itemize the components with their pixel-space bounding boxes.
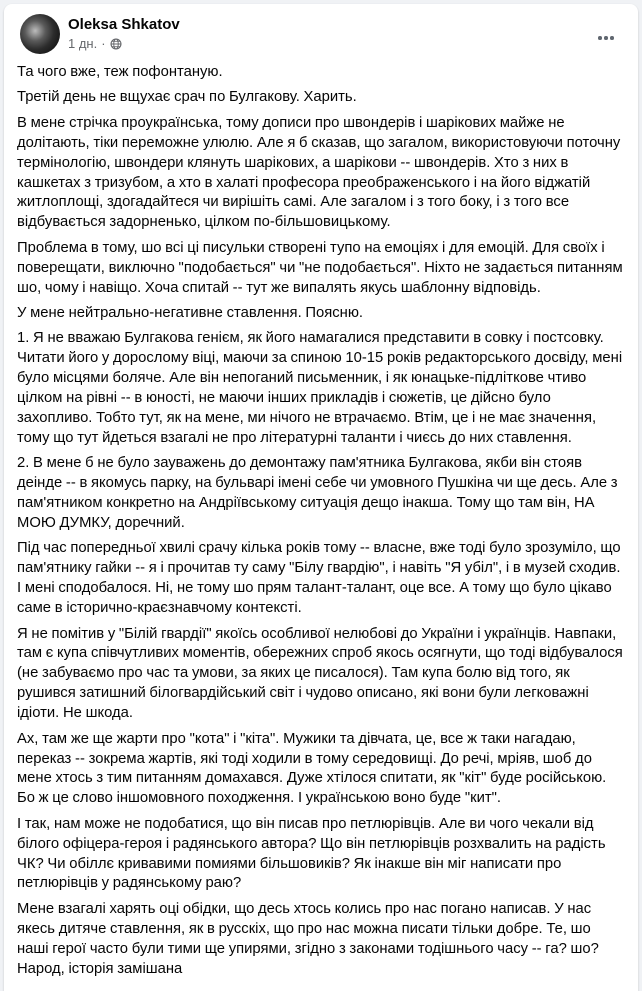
author-name-link[interactable]: Oleksa Shkatov [68, 16, 180, 33]
post-meta-row [68, 36, 180, 52]
post-header-texts [68, 14, 180, 52]
post-paragraph: 1. Я не вважаю Булгакова генієм, як його намагалися представити в совку і постсовку. Читати його у дорослому віці, маючи за спиною 10-15 років редакторського досвіду, мені було місцями боляче. Але він непоганий письменник, і як юнацьке-підліткове чтиво цілком на рівні -- в юності, не маючи інших прикладів і сюжетів, це дійсно було захопливо. Тобто тут, як на мене, ми нічого не втрачаємо. Втім, це і не має значення, тому що тут йдеться взагалі не про літературні таланти і чиєсь до них ставлення. [17, 330, 623, 446]
three-dots-icon [598, 36, 602, 40]
meta-separator: · [101, 36, 106, 51]
post-paragraph: Я не помітив у "Білій гвардії" якоїсь особливої нелюбові до України і українців. Навпаки, там є купа співчутливих моментів, обережних спроб якось осягнути, що тоді відбувалося (не забуваємо про час та умови, за яких це писалося). Там купа болю від того, як рушився затишний білогвардійський світ і чудово описано, які вони були легковажні ідіоти. Не шкода. [17, 625, 623, 722]
post-paragraph: Під час попередньої хвилі срачу кілька років тому -- власне, вже тоді було зрозуміло, що пам'ятнику гайки -- я і прочитав ту саму "Білу гвардію", і навіть "Я убіл", і в музей сходив. І мені сподобалося. Ні, не тому шо прям талант-талант, оце все. А тому що було цікаво саме в історично-краєзнавчому контексті. [17, 540, 621, 617]
post-paragraph: У мене нейтрально-негативне ставлення. Поясню. [17, 304, 364, 321]
avatar[interactable] [20, 14, 60, 54]
post-paragraph: В мене стрічка проукраїнська, тому дописи про швондерів і шарікових майже не долітають, тіки переможне улюлю. Але я б сказав, що загалом, використовуючи поточну термінологію, швондери клянуть шарікових, а шарікови -- швондерів. Хто з них в кашкетах з тризубом, а хто в халаті професора преображенського і на його віджатій житлоплощі, здогадайтеся чи вирішіть самі. Але загалом і з того боку, і з того все відбувається задорненько, цілком по-більшовицькому. [17, 114, 621, 231]
post-paragraph: Проблема в тому, шо всі ці писульки створені тупо на емоціях і для емоцій. Для своїх і поверещати, виключно "подобається" чи "не подобається". Ніхто не задається питанням шо, чому і навіщо. Хоча спитай -- тут же випалять якусь шаблонну відповідь. [17, 239, 623, 296]
post-paragraph: Третій день не вщухає срач по Булгакову. Харить. [17, 89, 357, 106]
timestamp-link[interactable]: 1 дн. [68, 36, 98, 51]
post-header [16, 14, 626, 54]
post-paragraph: Та чого вже, теж пофонтаную. [17, 64, 223, 80]
three-dots-icon [610, 36, 614, 40]
post-paragraph: Мене взагалі харять оці обідки, що десь хтось колись про нас погано написав. У нас якесь дитяче ставлення, як в русскіх, що про нас можна писати тільки добре. Те, шо наші герої часто були тими ще упирями, згідно з законами тодішнього часу -- га? шо? Народ, історія замішана [17, 900, 599, 977]
post-options-button[interactable] [590, 22, 622, 54]
three-dots-icon [604, 36, 608, 40]
facebook-post-card [4, 4, 638, 991]
post-body [16, 63, 626, 979]
post-paragraph: І так, нам може не подобатися, що він писав про петлюрівців. Але ви чого чекали від білого офіцера-героя і радянського автора? Що він петлюрівців розхвалить на радість ЧК? Чи обіллє кривавими помиями більшовиків? Як інакше він міг написати про петлюрівців у радянському раю? [17, 815, 606, 892]
post-paragraph: Ах, там же ще жарти про "кота" і "кіта". Мужики та дівчата, це, все ж таки нагадаю, переказ -- зокрема жартів, які тоді ходили в тому середовищі. До речі, мріяв, шоб до мене хтось з тим питанням домахався. Дуже хтілося спитати, як "кіт" буде російською. Бо ж це слово іншомовного походження. І українською воно буде "кит". [17, 730, 607, 807]
globe-icon [110, 38, 122, 50]
post-paragraph: 2. В мене б не було зауважень до демонтажу пам'ятника Булгакова, якби він стояв деінде -- в якомусь парку, на бульварі імені себе чи умовного Пушкіна чи ще десь. Але з пам'ятником конкретно на Андріївському ситуація дещо інакша. Тому що там він, НА МОЮ ДУМКУ, доречний. [17, 455, 618, 532]
